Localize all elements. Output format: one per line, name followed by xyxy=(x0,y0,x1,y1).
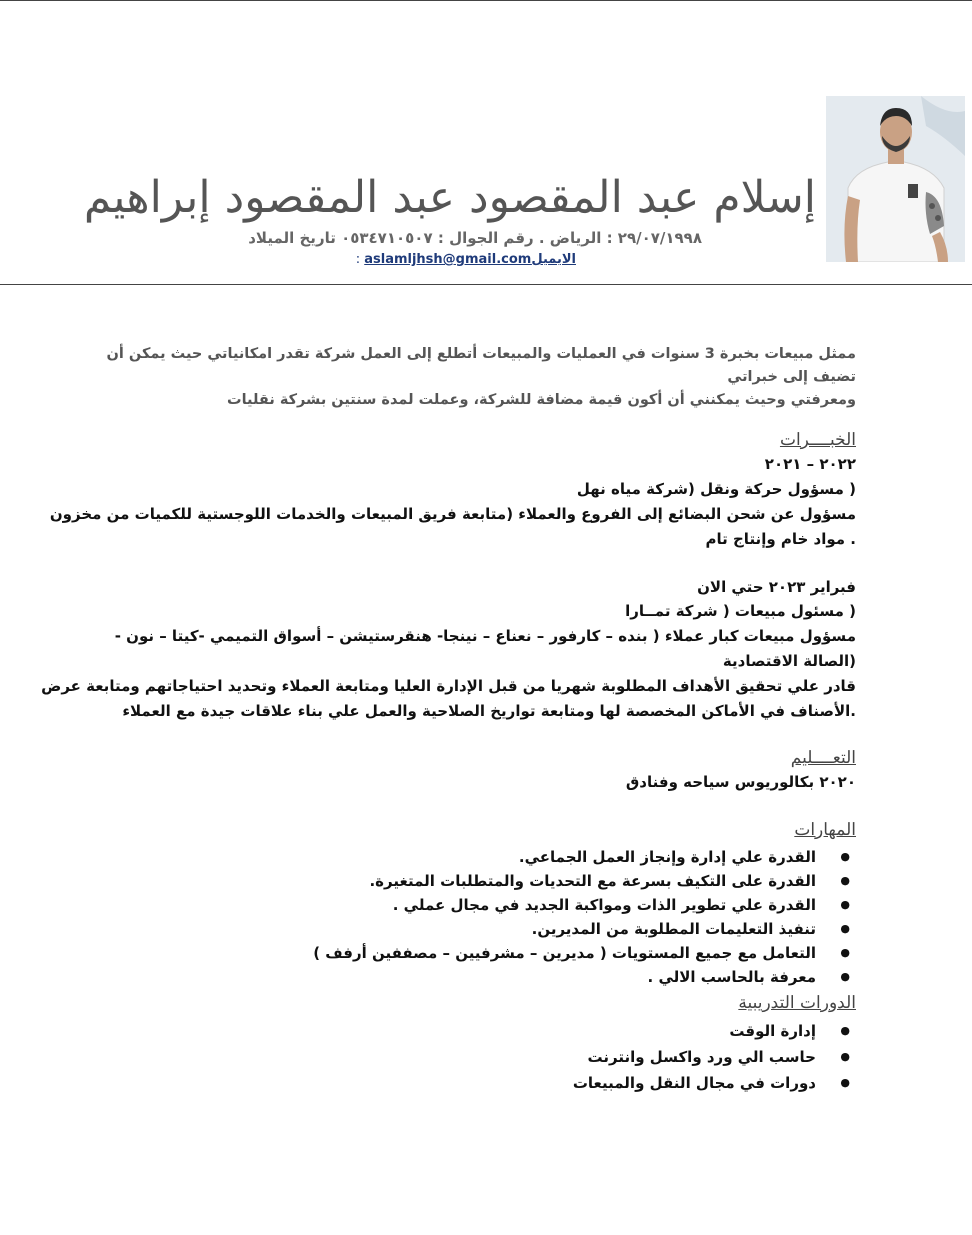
summary-line-2: ومعرفتي وحيث يمكنني أن أكون قيمة مضافة للشركة، وعملت لمدة سنتين بشركة نقليات xyxy=(227,392,856,408)
job1-desc-2: . مواد خام وإنتاج تام xyxy=(705,530,856,548)
list-item: ● معرفة بالحاسب الالي . xyxy=(313,965,856,989)
list-item: ● القدرة علي تطوير الذات ومواكبة الجديد في مجال عملي . xyxy=(313,893,856,917)
courses-list xyxy=(573,1018,856,1096)
job2-title: ( مسئول مبيعات ( شركة تمــارا xyxy=(625,602,856,620)
list-item: ● القدرة علي إدارة وإنجاز العمل الجماعي. xyxy=(313,845,856,869)
email-label[interactable]: الايميل xyxy=(531,252,576,267)
job1-period: ٢٠٢٢ – ٢٠٢١ xyxy=(764,455,856,473)
job2-desc-4: .الأصناف في الأماكن المخصصة لها ومتابعة تواريخ الصلاحية والعمل علي بناء علاقات جيدة مع العملاء xyxy=(122,702,856,720)
profile-photo xyxy=(826,96,965,262)
skills-list xyxy=(313,845,856,989)
skills-list-wrap xyxy=(313,845,856,989)
person-photo-icon xyxy=(826,96,965,262)
full-name: إسلام عبد المقصود عبد المقصود إبراهيم xyxy=(83,172,816,223)
job2-desc-1: مسؤول مبيعات كبار عملاء ( بنده – كارفور – نعناع – نينجا- هنقرستيشن – أسواق التميمي -كيتا – نون - xyxy=(114,627,856,645)
email-link[interactable]: aslamljhsh@gmail.com xyxy=(364,252,532,267)
email-row xyxy=(356,252,576,267)
list-item: ● دورات في مجال النقل والمبيعات xyxy=(573,1070,856,1096)
job1-title: ( مسؤول حركة ونقل (شركة مياه نهل xyxy=(576,480,856,498)
top-border xyxy=(0,0,972,1)
email-colon: : xyxy=(355,252,361,267)
contact-info: ٢٩/٠٧/١٩٩٨ : الرياض . رقم الجوال : ٠٥٣٤٧١٠٥٠٧ تاريخ الميلاد xyxy=(248,229,702,247)
courses-heading: الدورات التدريبية xyxy=(738,993,856,1013)
list-item: ● تنفيذ التعليمات المطلوبة من المديرين. xyxy=(313,917,856,941)
header-divider xyxy=(0,284,972,285)
job2-period: فبراير ٢٠٢٣ حتي الان xyxy=(697,578,856,596)
job2-desc-3: قادر علي تحقيق الأهداف المطلوبة شهريا من قبل الإدارة العليا ومتابعة العملاء وتحديد احتياجاتهم ومتابعة عرض xyxy=(41,677,856,695)
list-item: ● القدرة على التكيف بسرعة مع التحديات والمتطلبات المتغيرة. xyxy=(313,869,856,893)
courses-list-wrap xyxy=(573,1018,856,1096)
experience-heading: الخبــــرات xyxy=(779,430,856,450)
job2-desc-2: (الصالة الاقتصادية xyxy=(722,652,856,670)
education-heading: التعــــليم xyxy=(790,748,856,768)
education-entry: ٢٠٢٠ بكالوريوس سياحه وفنادق xyxy=(625,773,856,791)
list-item: ● التعامل مع جميع المستويات ( مديرين – مشرفيين – مصففين أرفف ) xyxy=(313,941,856,965)
list-item: ● إدارة الوقت xyxy=(573,1018,856,1044)
summary-line-1: ممثل مبيعات بخبرة 3 سنوات في العمليات والمبيعات أتطلع إلى العمل شركة تقدر امكانياتي حيث يمكن أن تضيف إلى خبراتي xyxy=(106,346,856,385)
job1-desc-1: مسؤول عن شحن البضائع إلى الفروع والعملاء (متابعة فريق المبيعات والخدمات اللوجستية للكميات من مخزون xyxy=(49,505,856,523)
summary xyxy=(96,343,856,412)
list-item: ● حاسب الي ورد واكسل وانترنت xyxy=(573,1044,856,1070)
skills-heading: المهارات xyxy=(794,820,856,840)
